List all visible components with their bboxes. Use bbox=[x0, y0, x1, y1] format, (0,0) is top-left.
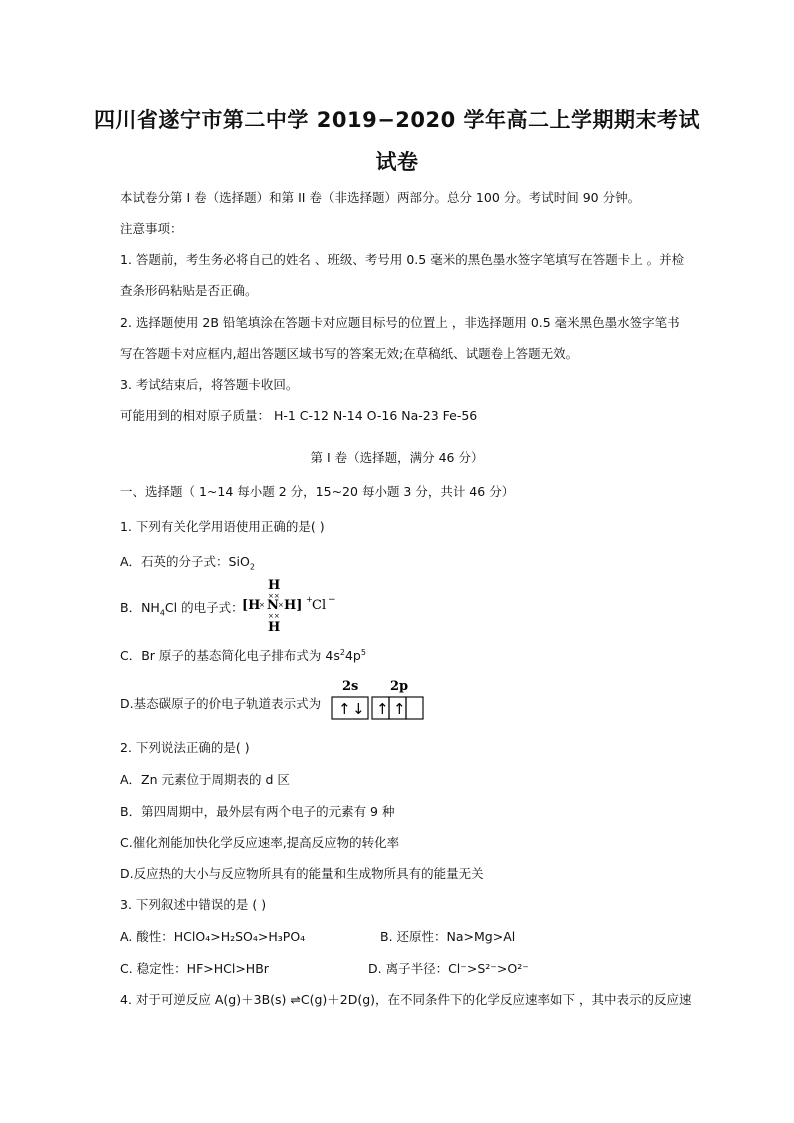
notice-item-2b: 写在答题卡对应框内,超出答题区域书写的答案无效;在草稿纸、试题卷上答题无效。 bbox=[120, 346, 579, 361]
orbital-label-2p: 2p bbox=[390, 679, 409, 694]
question-3-option-a: A. 酸性：HClO₄>H₂SO₄>H₃PO₄ bbox=[120, 929, 306, 944]
option-b-label: B．NH bbox=[120, 600, 160, 615]
lewis-minus-charge: − bbox=[328, 595, 336, 605]
question-4-stem: 4. 对于可逆反应 A(g)＋3B(s) ⇌C(g)＋2D(g)，在不同条件下的化学反应速率如下 ，其中表示的反应速 bbox=[120, 992, 692, 1007]
ammonium-chloride-lewis-formula bbox=[238, 576, 348, 634]
question-1-option-c bbox=[120, 646, 366, 664]
option-c-superscript-2: 5 bbox=[360, 647, 366, 657]
lewis-left-dots: × bbox=[259, 601, 265, 609]
notice-item-3: 3. 考试结束后，将答题卡收回。 bbox=[120, 377, 299, 392]
lewis-top-hydrogen: H bbox=[268, 578, 281, 593]
carbon-orbital-diagram bbox=[328, 678, 432, 722]
option-b-subscript: 4 bbox=[159, 608, 165, 618]
notice-item-1a: 1. 答题前，考生务必将自己的姓名 、班级、考号用 0.5 毫米的黑色墨水签字笔填写在答题卡上 。并检 bbox=[120, 252, 685, 267]
option-c-mid: 4p bbox=[344, 648, 361, 663]
option-a-subscript: 2 bbox=[249, 562, 255, 572]
exam-description: 本试卷分第 I 卷（选择题）和第 II 卷（非选择题）两部分。总分 100 分。考试时间 90 分钟。 bbox=[120, 190, 641, 205]
question-2-option-a: A．Zn 元素位于周期表的 d 区 bbox=[120, 772, 290, 787]
question-2-stem: 2. 下列说法正确的是( ) bbox=[120, 740, 250, 755]
lewis-bottom-dots: ×× bbox=[268, 612, 280, 620]
question-2-option-c: C.催化剂能加快化学反应速率,提高反应物的转化率 bbox=[120, 835, 400, 850]
lewis-bottom-hydrogen: H bbox=[268, 620, 281, 634]
question-3-stem: 3. 下列叙述中错误的是 ( ) bbox=[120, 897, 267, 912]
exam-title-line2: 试卷 bbox=[375, 150, 419, 174]
lewis-right-dots: × bbox=[278, 601, 284, 609]
notice-heading: 注意事项： bbox=[120, 221, 183, 236]
notice-item-1b: 查条形码粘贴是否正确。 bbox=[120, 283, 258, 298]
question-3-option-d: D. 离子半径：Cl⁻>S²⁻>O²⁻ bbox=[368, 961, 529, 976]
option-a-text: A．石英的分子式：SiO bbox=[120, 554, 250, 569]
question-1-option-b bbox=[120, 598, 244, 618]
lewis-right-h-bracket: H] bbox=[284, 598, 303, 613]
arrow-up-icon: ↑ bbox=[376, 700, 389, 718]
question-2-option-b: B．第四周期中，最外层有两个电子的元素有 9 种 bbox=[120, 804, 395, 819]
question-1-option-a bbox=[120, 552, 255, 572]
arrow-up-icon: ↑ bbox=[393, 700, 406, 718]
question-3-option-c: C. 稳定性：HF>HCl>HBr bbox=[120, 961, 269, 976]
option-c-text: C．Br 原子的基态简化电子排布式为 4s bbox=[120, 648, 340, 663]
part-title: 一、选择题（ 1~14 每小题 2 分，15~20 每小题 3 分，共计 46 分） bbox=[120, 484, 515, 499]
atomic-masses: 可能用到的相对原子质量： H-1 C-12 N-14 O-16 Na-23 Fe-56 bbox=[120, 408, 478, 423]
lewis-nitrogen: N bbox=[267, 598, 279, 613]
arrow-up-icon: ↑ bbox=[338, 700, 351, 718]
lewis-left-bracket-h: [H bbox=[242, 598, 261, 613]
lewis-plus-charge: + bbox=[306, 595, 313, 604]
arrow-down-icon: ↓ bbox=[352, 700, 365, 718]
orbital-label-2s: 2s bbox=[342, 679, 359, 694]
notice-item-2a: 2. 选择题使用 2B 铅笔填涂在答题卡对应题目标号的位置上 ，非选择题用 0.5 毫米黑色墨水签字笔书 bbox=[120, 315, 680, 330]
question-3-option-b: B. 还原性：Na>Mg>Al bbox=[380, 929, 516, 944]
orbital-box-2p-3 bbox=[406, 697, 423, 719]
section-heading: 第 I 卷（选择题，满分 46 分） bbox=[310, 450, 484, 465]
lewis-top-dots: ×× bbox=[268, 592, 280, 600]
lewis-chloride: Cl bbox=[312, 598, 327, 613]
question-2-option-d: D.反应热的大小与反应物所具有的能量和生成物所具有的能量无关 bbox=[120, 866, 484, 881]
question-1-stem: 1. 下列有关化学用语使用正确的是( ) bbox=[120, 519, 325, 534]
question-1-option-d: D.基态碳原子的价电子轨道表示式为 bbox=[120, 696, 322, 711]
option-c-superscript-1: 2 bbox=[339, 647, 345, 657]
exam-title-line1: 四川省遂宁市第二中学 2019−2020 学年高二上学期期末考试 bbox=[93, 108, 701, 132]
option-b-rest: Cl 的电子式： bbox=[164, 600, 244, 615]
